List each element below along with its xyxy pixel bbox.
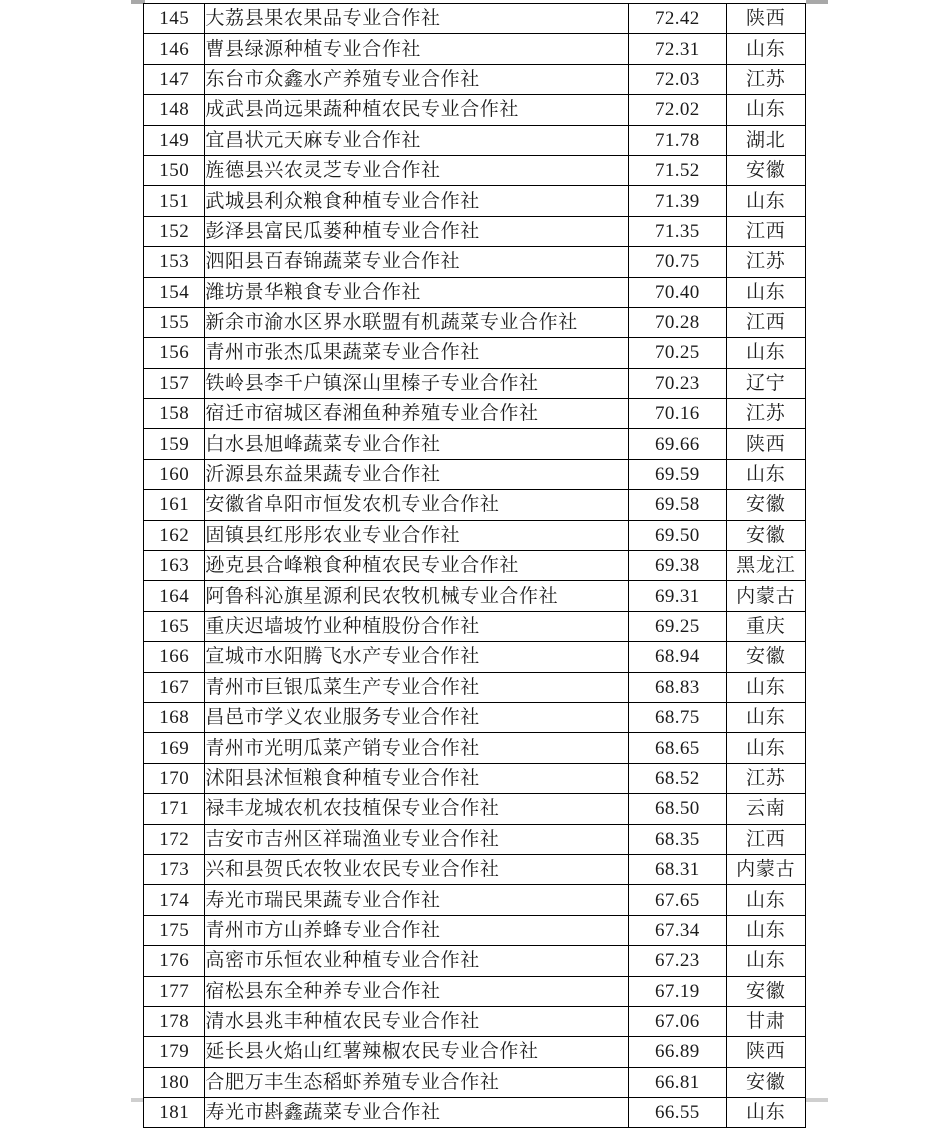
cell-region: 山东 xyxy=(726,186,805,216)
table-row xyxy=(144,1006,806,1036)
cell-name: 青州市张杰瓜果蔬菜专业合作社 xyxy=(205,338,629,368)
table-row xyxy=(144,702,806,732)
table-row xyxy=(144,125,806,155)
cell-region: 安徽 xyxy=(726,155,805,185)
cell-score: 68.83 xyxy=(629,672,726,702)
table-row xyxy=(144,155,806,185)
cell-region: 山东 xyxy=(726,672,805,702)
cell-region: 陕西 xyxy=(726,429,805,459)
cell-region: 湖北 xyxy=(726,125,805,155)
table-row xyxy=(144,733,806,763)
table-row xyxy=(144,64,806,94)
cell-rank: 159 xyxy=(144,429,205,459)
table-row xyxy=(144,611,806,641)
cell-score: 67.06 xyxy=(629,1006,726,1036)
cell-region: 山东 xyxy=(726,277,805,307)
cell-region: 陕西 xyxy=(726,4,805,34)
cell-name: 固镇县红彤彤农业专业合作社 xyxy=(205,520,629,550)
cell-score: 70.16 xyxy=(629,399,726,429)
table-row xyxy=(144,95,806,125)
table-row xyxy=(144,307,806,337)
table-row xyxy=(144,1037,806,1067)
table-row xyxy=(144,338,806,368)
cell-name: 沭阳县沭恒粮食种植专业合作社 xyxy=(205,763,629,793)
table-body xyxy=(144,4,806,1128)
cell-score: 70.23 xyxy=(629,368,726,398)
cell-name: 青州市巨银瓜菜生产专业合作社 xyxy=(205,672,629,702)
cell-region: 山东 xyxy=(726,34,805,64)
cell-score: 72.03 xyxy=(629,64,726,94)
cell-rank: 181 xyxy=(144,1098,205,1128)
cell-score: 72.31 xyxy=(629,34,726,64)
cell-name: 宜昌状元天麻专业合作社 xyxy=(205,125,629,155)
cell-region: 内蒙古 xyxy=(726,581,805,611)
cell-score: 69.31 xyxy=(629,581,726,611)
cell-score: 69.66 xyxy=(629,429,726,459)
cell-rank: 178 xyxy=(144,1006,205,1036)
cell-name: 武城县利众粮食种植专业合作社 xyxy=(205,186,629,216)
cell-name: 铁岭县李千户镇深山里榛子专业合作社 xyxy=(205,368,629,398)
cell-score: 71.78 xyxy=(629,125,726,155)
cell-rank: 167 xyxy=(144,672,205,702)
table-row xyxy=(144,459,806,489)
cell-rank: 157 xyxy=(144,368,205,398)
cell-score: 68.31 xyxy=(629,854,726,884)
cell-name: 重庆迟墙坡竹业种植股份合作社 xyxy=(205,611,629,641)
cell-score: 67.65 xyxy=(629,885,726,915)
cell-region: 江苏 xyxy=(726,399,805,429)
cell-region: 山东 xyxy=(726,702,805,732)
page-edge-marker-right xyxy=(806,0,828,4)
cell-region: 云南 xyxy=(726,794,805,824)
cell-name: 泗阳县百春锦蔬菜专业合作社 xyxy=(205,247,629,277)
cell-rank: 173 xyxy=(144,854,205,884)
cell-name: 成武县尚远果蔬种植农民专业合作社 xyxy=(205,95,629,125)
cell-region: 安徽 xyxy=(726,1067,805,1097)
cell-score: 69.58 xyxy=(629,490,726,520)
cell-score: 71.52 xyxy=(629,155,726,185)
cell-rank: 176 xyxy=(144,946,205,976)
table-row xyxy=(144,247,806,277)
cell-score: 67.19 xyxy=(629,976,726,1006)
cell-score: 67.23 xyxy=(629,946,726,976)
cell-rank: 150 xyxy=(144,155,205,185)
cell-score: 69.25 xyxy=(629,611,726,641)
table-row xyxy=(144,824,806,854)
table-row xyxy=(144,794,806,824)
table-row xyxy=(144,763,806,793)
cell-rank: 158 xyxy=(144,399,205,429)
table-row xyxy=(144,976,806,1006)
cell-region: 安徽 xyxy=(726,490,805,520)
cell-region: 安徽 xyxy=(726,976,805,1006)
cell-region: 江西 xyxy=(726,307,805,337)
table-row xyxy=(144,216,806,246)
cell-rank: 149 xyxy=(144,125,205,155)
cell-score: 69.59 xyxy=(629,459,726,489)
cell-score: 71.39 xyxy=(629,186,726,216)
table-row xyxy=(144,581,806,611)
cell-rank: 153 xyxy=(144,247,205,277)
cell-region: 山东 xyxy=(726,885,805,915)
cell-name: 禄丰龙城农机农技植保专业合作社 xyxy=(205,794,629,824)
cell-score: 67.34 xyxy=(629,915,726,945)
cell-rank: 148 xyxy=(144,95,205,125)
cell-rank: 151 xyxy=(144,186,205,216)
cell-score: 68.94 xyxy=(629,642,726,672)
cell-region: 安徽 xyxy=(726,520,805,550)
table-row xyxy=(144,277,806,307)
cell-name: 青州市方山养蜂专业合作社 xyxy=(205,915,629,945)
cell-name: 彭泽县富民瓜蒌种植专业合作社 xyxy=(205,216,629,246)
cell-name: 东台市众鑫水产养殖专业合作社 xyxy=(205,64,629,94)
cell-name: 寿光市瑞民果蔬专业合作社 xyxy=(205,885,629,915)
cell-region: 辽宁 xyxy=(726,368,805,398)
table-row xyxy=(144,1067,806,1097)
cell-score: 68.50 xyxy=(629,794,726,824)
cell-name: 高密市乐恒农业种植专业合作社 xyxy=(205,946,629,976)
cell-name: 沂源县东益果蔬专业合作社 xyxy=(205,459,629,489)
cell-rank: 146 xyxy=(144,34,205,64)
cell-region: 江苏 xyxy=(726,247,805,277)
cell-region: 山东 xyxy=(726,95,805,125)
cell-score: 72.42 xyxy=(629,4,726,34)
cell-score: 69.38 xyxy=(629,551,726,581)
cell-score: 68.35 xyxy=(629,824,726,854)
cell-region: 江苏 xyxy=(726,64,805,94)
cell-name: 兴和县贺氏农牧业农民专业合作社 xyxy=(205,854,629,884)
cell-rank: 171 xyxy=(144,794,205,824)
cell-name: 安徽省阜阳市恒发农机专业合作社 xyxy=(205,490,629,520)
cell-region: 内蒙古 xyxy=(726,854,805,884)
cooperatives-ranking-table xyxy=(143,3,806,1128)
cell-rank: 147 xyxy=(144,64,205,94)
cell-region: 山东 xyxy=(726,459,805,489)
cell-region: 重庆 xyxy=(726,611,805,641)
table-row xyxy=(144,34,806,64)
cell-rank: 179 xyxy=(144,1037,205,1067)
table-row xyxy=(144,520,806,550)
cell-rank: 156 xyxy=(144,338,205,368)
cell-name: 白水县旭峰蔬菜专业合作社 xyxy=(205,429,629,459)
table-row xyxy=(144,672,806,702)
table-row xyxy=(144,186,806,216)
table-row xyxy=(144,368,806,398)
cell-rank: 154 xyxy=(144,277,205,307)
cell-rank: 160 xyxy=(144,459,205,489)
cell-region: 山东 xyxy=(726,915,805,945)
table-row xyxy=(144,551,806,581)
cell-name: 旌德县兴农灵芝专业合作社 xyxy=(205,155,629,185)
cell-rank: 172 xyxy=(144,824,205,854)
cell-name: 阿鲁科沁旗星源利民农牧机械专业合作社 xyxy=(205,581,629,611)
cell-name: 潍坊景华粮食专业合作社 xyxy=(205,277,629,307)
cell-name: 吉安市吉州区祥瑞渔业专业合作社 xyxy=(205,824,629,854)
cell-region: 山东 xyxy=(726,733,805,763)
cell-region: 陕西 xyxy=(726,1037,805,1067)
table-row xyxy=(144,490,806,520)
cell-score: 66.89 xyxy=(629,1037,726,1067)
cell-rank: 168 xyxy=(144,702,205,732)
cell-rank: 161 xyxy=(144,490,205,520)
cell-name: 新余市渝水区界水联盟有机蔬菜专业合作社 xyxy=(205,307,629,337)
cell-region: 甘肃 xyxy=(726,1006,805,1036)
cell-region: 江西 xyxy=(726,216,805,246)
cell-score: 70.40 xyxy=(629,277,726,307)
cell-rank: 174 xyxy=(144,885,205,915)
cell-rank: 155 xyxy=(144,307,205,337)
cell-rank: 165 xyxy=(144,611,205,641)
cell-region: 江西 xyxy=(726,824,805,854)
cell-score: 68.75 xyxy=(629,702,726,732)
cell-region: 江苏 xyxy=(726,763,805,793)
cell-rank: 177 xyxy=(144,976,205,1006)
cell-name: 延长县火焰山红薯辣椒农民专业合作社 xyxy=(205,1037,629,1067)
cell-rank: 164 xyxy=(144,581,205,611)
cell-score: 66.55 xyxy=(629,1098,726,1128)
cell-region: 山东 xyxy=(726,946,805,976)
cell-region: 山东 xyxy=(726,338,805,368)
cell-region: 安徽 xyxy=(726,642,805,672)
cell-rank: 145 xyxy=(144,4,205,34)
table-row xyxy=(144,399,806,429)
cell-name: 昌邑市学义农业服务专业合作社 xyxy=(205,702,629,732)
cell-name: 逊克县合峰粮食种植农民专业合作社 xyxy=(205,551,629,581)
table-row xyxy=(144,4,806,34)
cell-score: 70.28 xyxy=(629,307,726,337)
cell-rank: 170 xyxy=(144,763,205,793)
cell-rank: 175 xyxy=(144,915,205,945)
cell-score: 72.02 xyxy=(629,95,726,125)
cell-score: 68.65 xyxy=(629,733,726,763)
table-row xyxy=(144,642,806,672)
cell-score: 68.52 xyxy=(629,763,726,793)
cell-name: 青州市光明瓜菜产销专业合作社 xyxy=(205,733,629,763)
table-row xyxy=(144,915,806,945)
cell-score: 71.35 xyxy=(629,216,726,246)
table-row xyxy=(144,885,806,915)
table-row xyxy=(144,429,806,459)
cell-name: 曹县绿源种植专业合作社 xyxy=(205,34,629,64)
cell-rank: 166 xyxy=(144,642,205,672)
cell-name: 宿迁市宿城区春湘鱼种养殖专业合作社 xyxy=(205,399,629,429)
cell-rank: 152 xyxy=(144,216,205,246)
cell-rank: 163 xyxy=(144,551,205,581)
cell-rank: 180 xyxy=(144,1067,205,1097)
cell-score: 66.81 xyxy=(629,1067,726,1097)
table-row xyxy=(144,854,806,884)
cell-name: 合肥万丰生态稻虾养殖专业合作社 xyxy=(205,1067,629,1097)
cell-name: 寿光市斟鑫蔬菜专业合作社 xyxy=(205,1098,629,1128)
cell-name: 宣城市水阳腾飞水产专业合作社 xyxy=(205,642,629,672)
cell-name: 大荔县果农果品专业合作社 xyxy=(205,4,629,34)
cell-score: 70.25 xyxy=(629,338,726,368)
cell-score: 70.75 xyxy=(629,247,726,277)
cell-name: 宿松县东全种养专业合作社 xyxy=(205,976,629,1006)
table-row xyxy=(144,1098,806,1128)
cell-region: 山东 xyxy=(726,1098,805,1128)
cell-score: 69.50 xyxy=(629,520,726,550)
cell-rank: 162 xyxy=(144,520,205,550)
cell-rank: 169 xyxy=(144,733,205,763)
cell-region: 黑龙江 xyxy=(726,551,805,581)
cell-name: 清水县兆丰种植农民专业合作社 xyxy=(205,1006,629,1036)
table-row xyxy=(144,946,806,976)
